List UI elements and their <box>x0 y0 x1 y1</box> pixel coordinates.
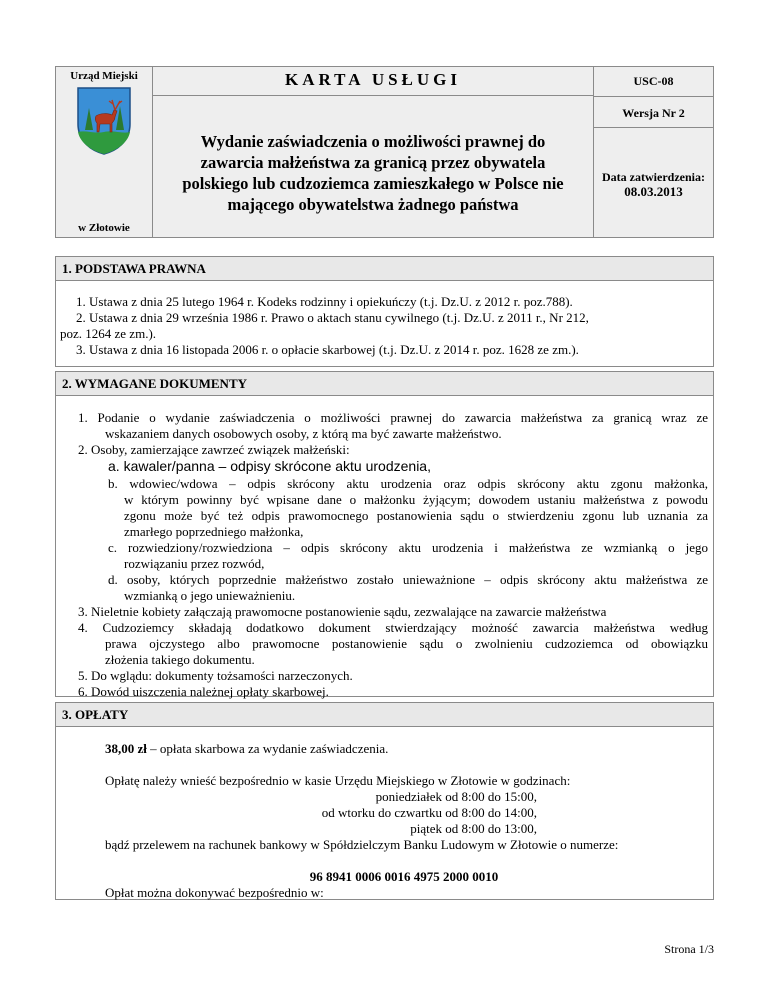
title-line: mającego obywatelstwa żadnego państwa <box>227 195 519 214</box>
list-item: 1. Podanie o wydanie zaświadczenia o możliwości prawnej do zawarcia małżeństwa za granicą wraz ze <box>78 410 708 425</box>
list-item: zgonu może być też odpis prawomocnego postanowienia sądu o stwierdzeniu zgonu lub uznania za <box>124 508 708 523</box>
fee-line <box>105 741 388 756</box>
card-title: KARTA USŁUGI <box>284 70 462 89</box>
fee-amount: 38,00 zł <box>105 741 147 756</box>
list-item: wzmianką o jego unieważnieniu. <box>124 588 296 603</box>
approval-date-label: Data zatwierdzenia: <box>602 170 705 184</box>
list-item: wskazaniem danych osobowych osoby, z którą ma być zawarte małżeństwo. <box>105 426 502 441</box>
service-code: USC-08 <box>633 74 674 88</box>
title-line: Wydanie zaświadczenia o możliwości prawnej do <box>200 132 546 151</box>
payment-intro: Opłatę należy wnieść bezpośrednio w kasie Urzędu Miejskiego w Złotowie w godzinach: <box>105 773 571 788</box>
service-title <box>158 131 588 215</box>
section-title: 3. OPŁATY <box>62 707 129 722</box>
list-item: 3. Nieletnie kobiety załączają prawomocne postanowienie sądu, zezwalające na zawarcie małżeństwa <box>78 604 607 619</box>
list-item: b. wdowiec/wdowa – odpis skrócony aktu urodzenia oraz odpis skrócony aktu zgonu małżonka, <box>108 476 708 491</box>
deer-coat-of-arms-icon <box>76 86 132 156</box>
section-title: 2. WYMAGANE DOKUMENTY <box>62 376 248 391</box>
section-header <box>56 257 713 281</box>
list-item: rozwiązaniu przez rozwód, <box>124 556 265 571</box>
list-item: zmarłego poprzedniego małżonka, <box>124 524 304 539</box>
transfer-info: bądź przelewem na rachunek bankowy w Spółdzielczym Banku Ludowym w Złotowie o numerze: <box>105 837 619 852</box>
list-item: d. osoby, których poprzednie małżeństwo zostało unieważnione – odpis skrócony aktu małżeństwa ze <box>108 572 708 587</box>
list-item: 4. Cudzoziemcy składają dodatkowo dokument stwierdzający możność zawarcia małżeństwa według <box>78 620 708 635</box>
section-title: 1. PODSTAWA PRAWNA <box>62 261 206 276</box>
divider <box>593 127 714 128</box>
bank-account-number: 96 8941 0006 0016 4975 2000 0010 <box>309 869 499 884</box>
office-name-top: Urząd Miejski <box>70 70 138 82</box>
hours-line: poniedziałek od 8:00 do 15:00, <box>375 789 537 804</box>
list-item: 5. Do wglądu: dokumenty tożsamości narzeczonych. <box>78 668 353 683</box>
list-item: 6. Dowód uiszczenia należnej opłaty skarbowej. <box>78 684 329 699</box>
list-item: 2. Osoby, zamierzające zawrzeć związek małżeński: <box>78 442 350 457</box>
fee-description: – opłata skarbowa za wydanie zaświadczenia. <box>146 741 389 756</box>
direct-payment-info: Opłat można dokonywać bezpośrednio w: <box>105 885 324 900</box>
list-item: prawa ojczystego albo prawomocne postanowienie sądu o zwolnieniu cudzoziemca od obowiązku <box>105 636 708 651</box>
list-item: w którym powinny być wpisane dane o małżonku żyjącym; dowodem ustaniu małżeństwa z powodu <box>124 492 708 507</box>
title-line: zawarcia małżeństwa za granicą przez obywatela <box>200 153 546 172</box>
hours-line: piątek od 8:00 do 13:00, <box>410 821 537 836</box>
list-item: a. kawaler/panna – odpisy skrócone aktu urodzenia, <box>108 458 431 474</box>
divider <box>593 96 714 97</box>
section-header <box>56 372 713 396</box>
header-meta-cell <box>593 66 714 238</box>
office-name-bottom: w Złotowie <box>78 222 130 234</box>
list-item: poz. 1264 ze zm.). <box>60 326 157 341</box>
list-item: 3. Ustawa z dnia 16 listopada 2006 r. o opłacie skarbowej (t.j. Dz.U. z 2014 r. poz. 1628 ze zm.). <box>76 342 579 357</box>
version-label: Wersja Nr 2 <box>622 106 685 120</box>
page-number: Strona 1/3 <box>664 942 714 956</box>
list-item: c. rozwiedziony/rozwiedziona – odpis skrócony aktu urodzenia i małżeństwa ze wzmianką o jego <box>108 540 708 555</box>
list-item: 2. Ustawa z dnia 29 września 1986 r. Prawo o aktach stanu cywilnego (t.j. Dz.U. z 2011 r., Nr 212, <box>76 310 589 325</box>
list-item: złożenia takiego dokumentu. <box>105 652 255 667</box>
list-item: 1. Ustawa z dnia 25 lutego 1964 r. Kodeks rodzinny i opiekuńczy (t.j. Dz.U. z 2012 r. poz.788). <box>76 294 573 309</box>
section-header <box>56 703 713 727</box>
title-line: polskiego lub cudzoziemca zamieszkałego w Polsce nie <box>182 174 564 193</box>
hours-line: od wtorku do czwartku od 8:00 do 14:00, <box>321 805 537 820</box>
approval-date: 08.03.2013 <box>624 184 683 199</box>
